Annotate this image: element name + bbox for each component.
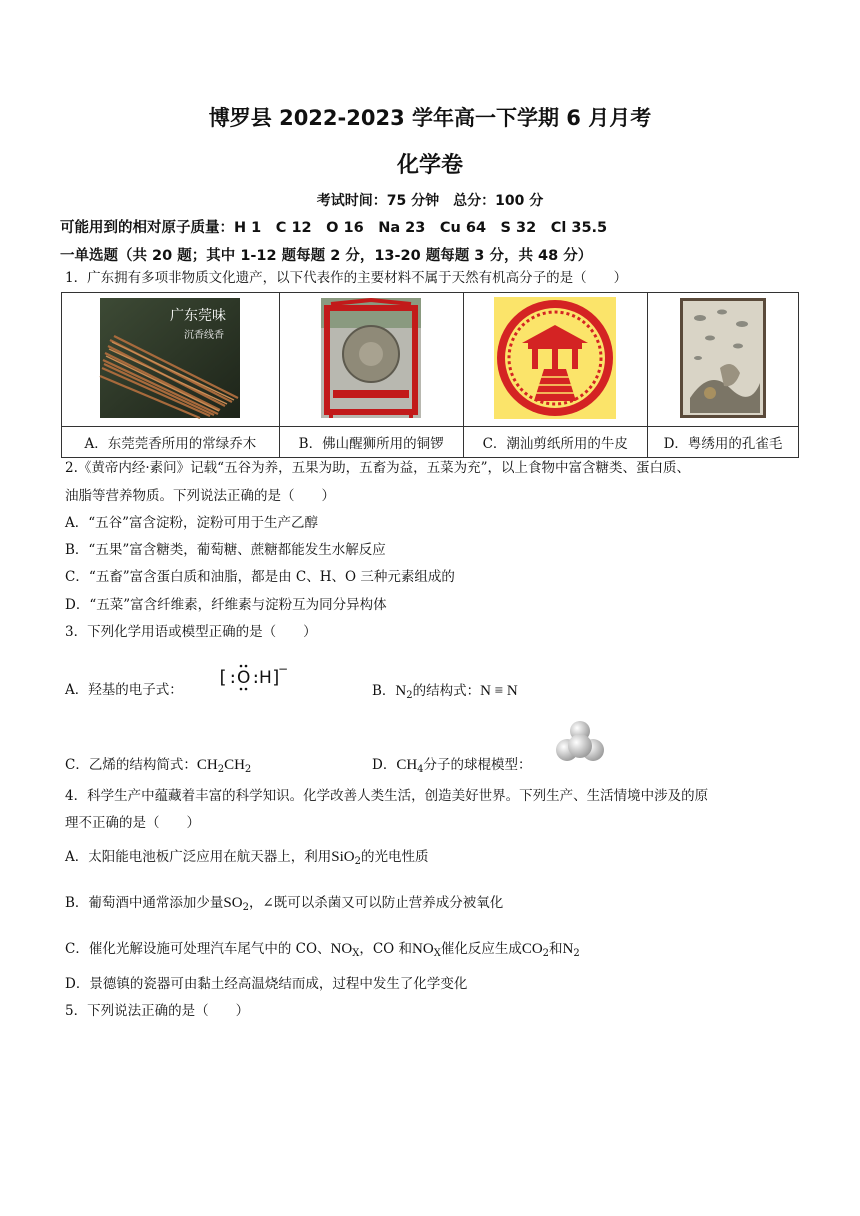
atomic-masses: 可能用到的相对原子质量：H 1 C 12 O 16 Na 23 Cu 64 S 32 Cl 35.5 — [60, 220, 608, 236]
q2-stem-line1: 2.《黄帝内经·素问》记载“五谷为养，五果为助，五畜为益，五菜为充”，以上食物中富含糖类、蛋白质、 — [65, 460, 690, 476]
q2-option-a: A．“五谷”富含淀粉，淀粉可用于生产乙醇 — [65, 515, 319, 531]
svg-text:[: [ — [217, 667, 228, 688]
ch4-ball-model — [555, 720, 605, 772]
q3-option-b: B．$N_2$的结构式：N ≡ N — [372, 683, 518, 701]
q4-stem-line1: 4．科学生产中蕴藏着丰富的科学知识。化学改善人类生活，创造美好世界。下列生产、生活情境中涉及的原 — [65, 788, 709, 804]
embroidery-photo — [680, 298, 766, 418]
q3-stem: 3．下列化学用语或模型正确的是（ ） — [65, 624, 317, 640]
q2-stem-line2: 油脂等营养物质。下列说法正确的是（ ） — [65, 488, 335, 504]
q1-option-d: D．粤绣用的孔雀毛 — [647, 427, 798, 458]
section-heading: 一单选题（共 20 题；其中 1-12 题每题 2 分，13-20 题每题 3 分，共 48 分） — [60, 248, 593, 264]
q4-option-d: D．景德镇的瓷器可由黏土经高温烧结而成，过程中发生了化学变化 — [65, 976, 468, 992]
gong-photo — [321, 298, 421, 418]
hydroxyl-electron-formula — [215, 661, 289, 699]
q1-cell-a-image — [62, 293, 280, 427]
q3-option-a — [65, 682, 183, 698]
incense-photo — [100, 298, 240, 418]
q4-option-a: A．太阳能电池板广泛应用在航天器上，利用SiO$_2$的光电性质 — [65, 849, 429, 867]
q2-option-d: D．“五菜”富含纤维素，纤维素与淀粉互为同分异构体 — [65, 597, 387, 613]
n2-structural-formula: N ≡ N — [480, 683, 518, 699]
q4-option-b: B．葡萄酒中通常添加少量$SO_2$，∠既可以杀菌又可以防止营养成分被氧化 — [65, 895, 504, 913]
q1-cell-d-image — [647, 293, 798, 427]
svg-text::: : — [251, 668, 261, 687]
q5-stem: 5．下列说法正确的是（ ） — [65, 1003, 250, 1019]
exam-title: 博罗县 2022-2023 学年高一下学期 6 月月考 — [208, 106, 652, 130]
q3-option-d: D．$CH_4$分子的球棍模型： — [372, 757, 532, 775]
q1-cell-b-image — [279, 293, 463, 427]
svg-text:−: − — [278, 662, 289, 676]
q1-option-a: A．东莞莞香所用的常绿乔木 — [62, 427, 280, 458]
incense-subtitle: 沉香线香 — [184, 329, 225, 341]
q1-option-c: C．潮汕剪纸所用的牛皮 — [463, 427, 647, 458]
q3-a-label: A．羟基的电子式： — [65, 682, 183, 698]
exam-subtitle: 化学卷 — [396, 153, 463, 178]
q1-cell-c-image — [463, 293, 647, 427]
papercut-photo — [494, 297, 616, 419]
q3-option-c: C．乙烯的结构简式：$CH_2CH_2$ — [65, 757, 252, 775]
svg-text:H: H — [259, 668, 272, 688]
q2-option-c: C．“五畜”富含蛋白质和油脂，都是由 C、H、O 三种元素组成的 — [65, 569, 455, 585]
q2-option-b: B．“五果”富含糖类，葡萄糖、蔗糖都能发生水解反应 — [65, 542, 386, 558]
exam-info: 考试时间：75 分钟 总分：100 分 — [316, 193, 544, 209]
q4-stem-line2: 理不正确的是（ ） — [65, 815, 200, 831]
svg-text::: : — [228, 668, 238, 687]
incense-title: 广东莞味 — [170, 307, 227, 324]
svg-text:O: O — [237, 668, 251, 688]
q1-image-table — [61, 292, 799, 458]
svg-text:]: ] — [271, 667, 282, 688]
q1-option-b: B．佛山醒狮所用的铜锣 — [279, 427, 463, 458]
q1-stem: 1．广东拥有多项非物质文化遗产，以下代表作的主要材料不属于天然有机高分子的是（ ） — [65, 270, 628, 286]
q4-option-c: C．催化光解设施可处理汽车尾气中的 CO、$NO_X$，CO 和$NO_X$催化反应生成$CO_2$和$N_2$ — [65, 941, 580, 959]
